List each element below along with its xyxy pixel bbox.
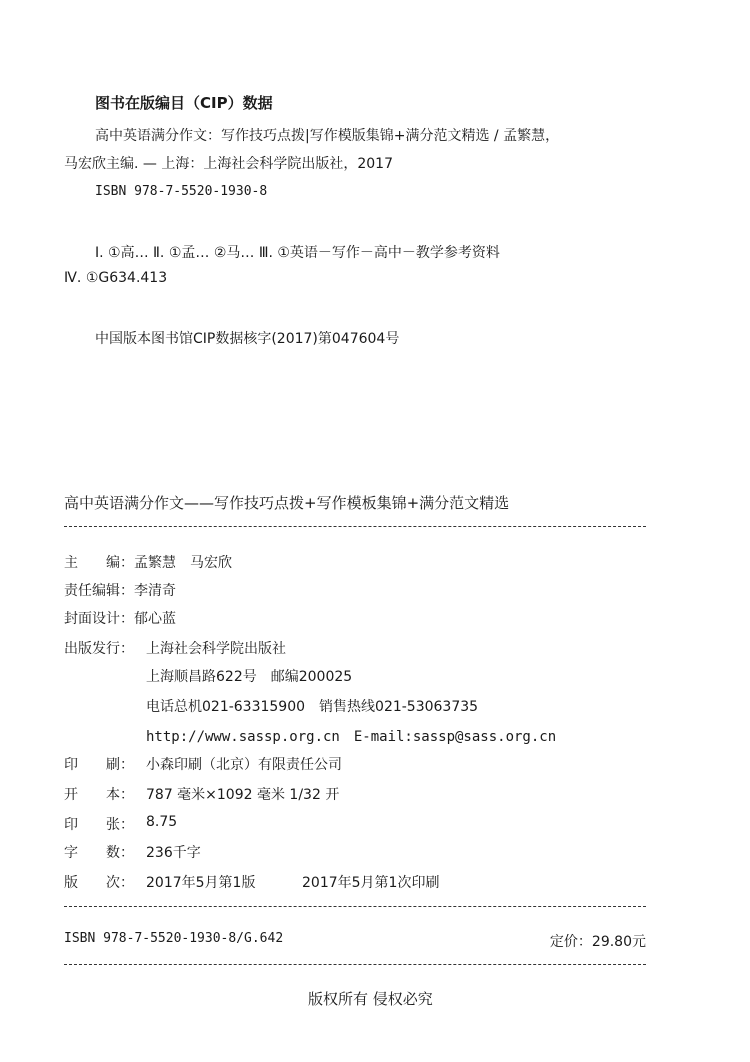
cip-title-line-1: 高中英语满分作文：写作技巧点拨|写作模版集锦+满分范文精选 / 孟繁慧， bbox=[95, 128, 560, 144]
cover-label: 封面设计： bbox=[64, 611, 134, 627]
copyright-notice: 版权所有 侵权必究 bbox=[308, 990, 433, 1008]
publisher-value: 上海社会科学院出版社 bbox=[146, 641, 286, 657]
edition-value: 2017年5月第1版 bbox=[146, 875, 256, 891]
format-value: 787 毫米×1092 毫米 1/32 开 bbox=[146, 787, 340, 803]
editor-value: 孟繁慧 马宏欣 bbox=[134, 555, 232, 571]
cip-heading: 图书在版编目（CIP）数据 bbox=[95, 94, 273, 112]
resp-editor-value: 李清奇 bbox=[134, 583, 176, 599]
divider-top bbox=[64, 526, 646, 527]
printing-value: 2017年5月第1次印刷 bbox=[302, 875, 440, 891]
cip-isbn: ISBN 978-7-5520-1930-8 bbox=[95, 184, 268, 199]
sheets-label: 印 张： bbox=[64, 817, 134, 833]
sheets-value: 8.75 bbox=[146, 814, 178, 830]
publisher-phone: 电话总机021-63315900 销售热线021-53063735 bbox=[146, 699, 479, 715]
divider-bottom bbox=[64, 964, 646, 965]
words-value: 236千字 bbox=[146, 845, 201, 861]
divider-middle bbox=[64, 906, 646, 907]
publisher-address: 上海顺昌路622号 邮编200025 bbox=[146, 669, 353, 685]
cover-value: 郁心蓝 bbox=[134, 611, 176, 627]
print-value: 小森印刷（北京）有限责任公司 bbox=[146, 757, 342, 773]
cip-class-line-2: Ⅳ. ①G634.413 bbox=[64, 270, 168, 286]
edition-label: 版 次： bbox=[64, 875, 134, 891]
format-label: 开 本： bbox=[64, 787, 134, 803]
isbn-full: ISBN 978-7-5520-1930-8/G.642 bbox=[64, 931, 284, 946]
publisher-web: http://www.sassp.org.cn E-mail:sassp@sass.org.cn bbox=[146, 729, 557, 745]
price: 定价：29.80元 bbox=[549, 934, 646, 950]
editor-label: 主 编： bbox=[64, 555, 134, 571]
cip-number: 中国版本图书馆CIP数据核字(2017)第047604号 bbox=[95, 331, 400, 347]
book-full-title: 高中英语满分作文——写作技巧点拨+写作模板集锦+满分范文精选 bbox=[64, 494, 510, 512]
cip-class-line-1: Ⅰ. ①高… Ⅱ. ①孟… ②马… Ⅲ. ①英语－写作－高中－教学参考资料 bbox=[95, 245, 500, 261]
resp-editor-label: 责任编辑： bbox=[64, 583, 134, 599]
cip-title-line-2: 马宏欣主编. — 上海：上海社会科学院出版社，2017 bbox=[64, 156, 393, 172]
words-label: 字 数： bbox=[64, 845, 134, 861]
publisher-label: 出版发行： bbox=[64, 641, 134, 657]
print-label: 印 刷： bbox=[64, 757, 134, 773]
